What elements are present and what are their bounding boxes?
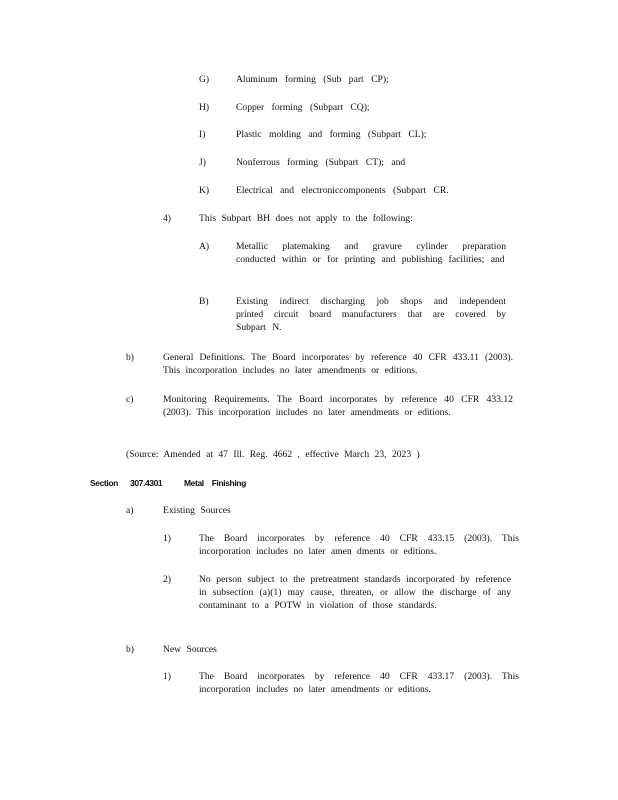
item-i-text: Plastic molding and forming (Subpart CL); bbox=[236, 129, 427, 140]
sec-a-text: Existing Sources bbox=[163, 505, 231, 516]
sec-b-text: New Sources bbox=[163, 644, 217, 655]
item-j-marker: J) bbox=[199, 157, 206, 168]
sec-a2-marker: 2) bbox=[163, 574, 171, 585]
sec-b1-marker: 1) bbox=[163, 671, 171, 682]
item-g-marker: G) bbox=[199, 74, 210, 85]
item-c-text: Monitoring Requirements. The Board incorporates by reference 40 CFR 433.12 (2003). This incorporation includes no later amendments or editions. bbox=[163, 394, 513, 418]
sec-a1-text: The Board incorporates by reference 40 CFR 433.15 (2003). This incorporation includes no later amen dments or editions. bbox=[199, 533, 519, 557]
item-b-marker: b) bbox=[126, 352, 134, 363]
item-j-text: Nonferrous forming (Subpart CT); and bbox=[236, 157, 406, 168]
item-i-marker: I) bbox=[199, 129, 206, 140]
item-c-marker: c) bbox=[126, 394, 134, 405]
item-4-text: This Subpart BH does not apply to the following: bbox=[199, 213, 413, 224]
item-h-marker: H) bbox=[199, 102, 210, 113]
item-4-marker: 4) bbox=[163, 213, 171, 224]
item-b-text: General Definitions. The Board incorporates by reference 40 CFR 433.11 (2003). This incorporation includes no later amendments or editions. bbox=[163, 352, 513, 376]
item-k-marker: K) bbox=[199, 185, 210, 196]
item-k-text: Electrical and electroniccomponents (Subpart CR. bbox=[236, 185, 449, 196]
item-4b-marker: B) bbox=[199, 296, 209, 307]
sec-b-marker: b) bbox=[126, 644, 134, 655]
section-number: 307.4301 bbox=[130, 478, 163, 488]
sec-b1-text: The Board incorporates by reference 40 CFR 433.17 (2003). This incorporation includes no later amendments or editions. bbox=[199, 671, 519, 695]
item-4a-text: Metallic platemaking and gravure cylinder preparation conducted within or for printing and publishing facilities; and bbox=[236, 241, 506, 265]
section-title: Metal Finishing bbox=[184, 478, 246, 488]
item-4a-marker: A) bbox=[199, 241, 210, 252]
item-g-text: Aluminum forming (Sub part CP); bbox=[236, 74, 389, 85]
source-note: (Source: Amended at 47 Ill. Reg. 4662 , effective March 23, 2023 ) bbox=[126, 449, 420, 460]
item-h-text: Copper forming (Subpart CQ); bbox=[236, 102, 370, 113]
sec-a-marker: a) bbox=[126, 505, 134, 516]
section-label: Section bbox=[90, 478, 118, 488]
sec-a1-marker: 1) bbox=[163, 533, 171, 544]
item-4b-text: Existing indirect discharging job shops and independent printed circuit board manufacturers that are covered by Subpart N. bbox=[236, 296, 506, 333]
sec-a2-text: No person subject to the pretreatment standards incorporated by reference in subsection (a)(1) may cause, threaten, or allow the discharge of any contaminant to a POTW in violation of those standards. bbox=[199, 574, 511, 611]
